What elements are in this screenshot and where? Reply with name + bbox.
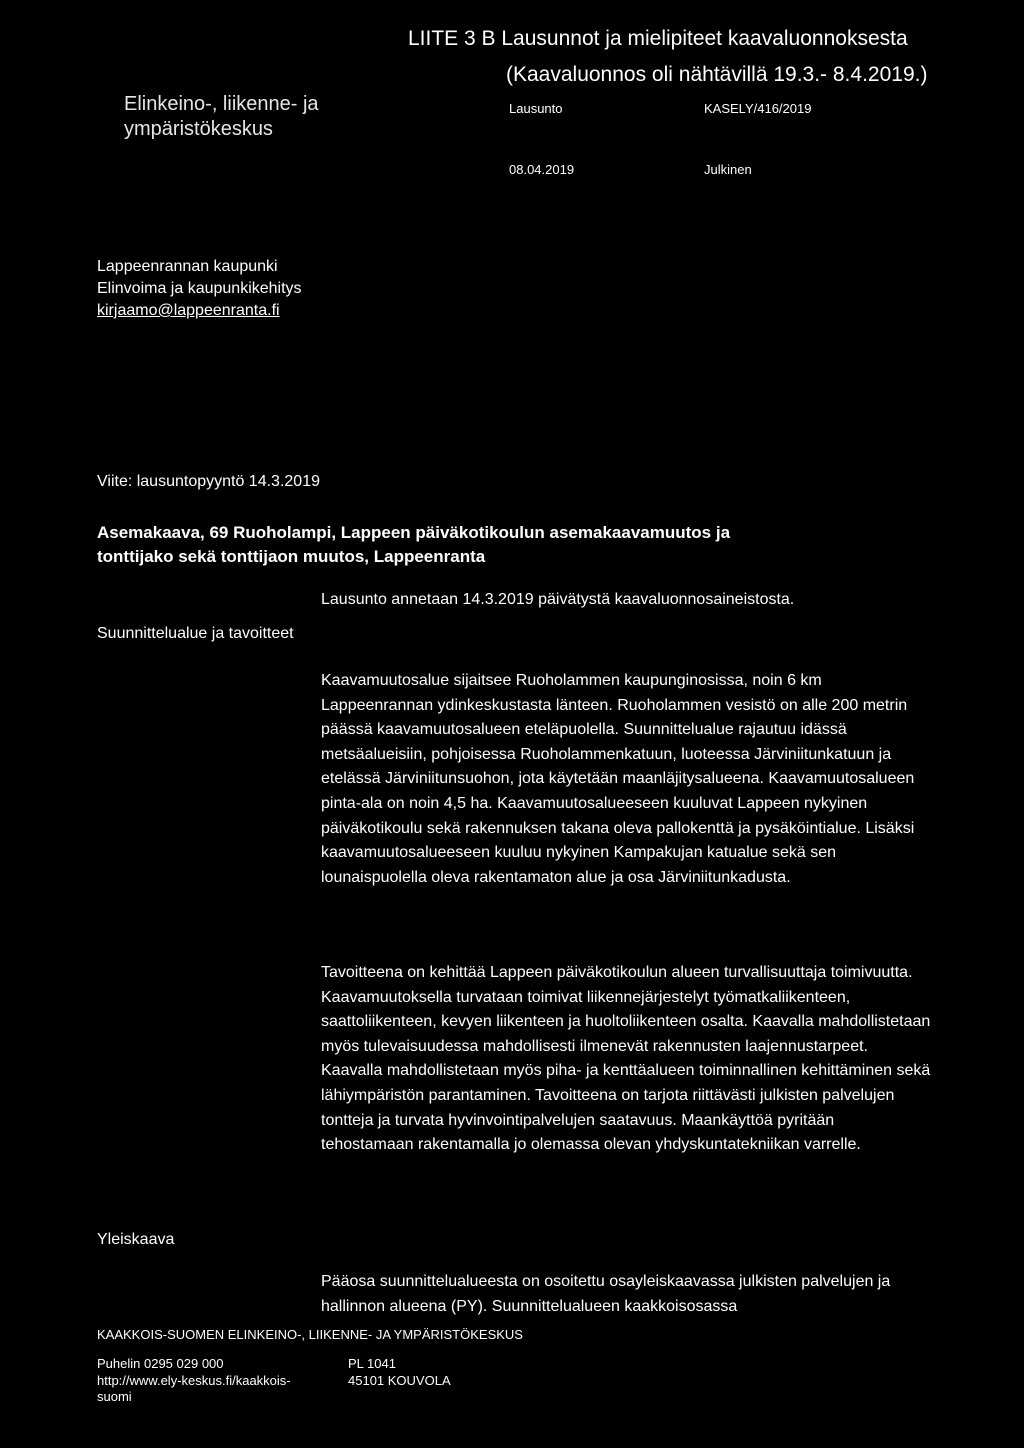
organization-name xyxy=(124,92,319,142)
general-plan-label: Yleiskaava xyxy=(97,1231,175,1248)
footer-web-line2[interactable]: suomi xyxy=(97,1389,132,1404)
annex-title: LIITE 3 B Lausunnot ja mielipiteet kaavaluonnoksesta xyxy=(408,27,908,50)
recipient-line2: Elinvoima ja kaupunkikehitys xyxy=(97,280,302,297)
heading-line1: Asemakaava, 69 Ruoholampi, Lappeen päiväkotikoulun asemakaavamuutos ja xyxy=(97,523,731,542)
footer-postal-address xyxy=(348,1356,451,1389)
footer-postal-code: 45101 KOUVOLA xyxy=(348,1372,451,1388)
document-heading xyxy=(97,521,730,569)
footer-contact xyxy=(97,1356,291,1406)
document-number: KASELY/416/2019 xyxy=(704,101,812,116)
footer-phone: Puhelin 0295 029 000 xyxy=(97,1356,224,1371)
annex-subtitle: (Kaavaluonnos oli nähtävillä 19.3.- 8.4.2019.) xyxy=(506,63,928,86)
footer-po-box: PL 1041 xyxy=(348,1356,396,1371)
goals-paragraph: Tavoitteena on kehittää Lappeen päiväkotikoulun alueen turvallisuuttaja toimivuutta. Kaavamuutoksella turvataan toimivat liikennejärjestelyt työmatkaliikenteen, saattoliikenteen, kevyen liikenteen ja huoltoliikenteen osalta. Kaavalla mahdollistetaan myös tulevaisuudessa mahdollisesti ilmenevät rakennusten laajennustarpeet. Kaavalla mahdollistetaan myös piha- ja kenttäalueen toiminnallinen kehittäminen sekä lähiympäristön parantaminen. Tavoitteena on tarjota riittävästi julkisten palvelujen tontteja ja turvata hyvinvointipalvelujen saatavuus. Maankäyttöä pyritään tehostamaan rakentamalla jo olemassa olevan yhdyskuntatekniikan varrelle. xyxy=(321,964,931,1154)
recipient-address xyxy=(97,256,302,322)
document-type: Lausunto xyxy=(509,101,563,116)
org-name-line2: ympäristökeskus xyxy=(124,118,273,140)
publicity-status: Julkinen xyxy=(704,162,752,177)
general-plan-paragraph: Pääosa suunnittelualueesta on osoitettu osayleiskaavassa julkisten palvelujen ja hallinnon alueena (PY). Suunnittelualueen kaakkoisosassa xyxy=(321,1273,891,1315)
intro-paragraph: Lausunto annetaan 14.3.2019 päivätystä kaavaluonnosaineistosta. xyxy=(321,591,795,608)
planning-area-paragraph: Kaavamuutosalue sijaitsee Ruoholammen kaupunginosissa, noin 6 km Lappeenrannan ydinkeskustasta länteen. Ruoholammen vesistö on alle 200 metrin päässä kaavamuutosalueen eteläpuolella. Suunnittelualue rajautuu idässä metsäalueisiin, pohjoisessa Ruoholammenkatuun, luoteessa Järviniitunkatuun ja etelässä Järviniitunsuohon, jota käytetään maanläjitysalueena. Kaavamuutosalueen pinta-ala on noin 4,5 ha. Kaavamuutosalueeseen kuuluvat Lappeen nykyinen päiväkotikoulu sekä rakennuksen takana oleva pallokenttä ja pysäköintialue. Lisäksi kaavamuutosalueeseen kuuluu nykyinen Kampakujan katualue sekä sen lounaispuolella oleva rakentamaton alue ja osa Järviniitunkadusta. xyxy=(321,672,915,886)
footer-web-line1[interactable]: http://www.ely-keskus.fi/kaakkois- xyxy=(97,1372,291,1388)
reference-line: Viite: lausuntopyyntö 14.3.2019 xyxy=(97,473,320,490)
recipient-email-link[interactable]: kirjaamo@lappeenranta.fi xyxy=(97,302,280,319)
org-name-line1: Elinkeino-, liikenne- ja xyxy=(124,93,319,115)
heading-line2: tonttijako sekä tonttijaon muutos, Lappeenranta xyxy=(97,547,486,566)
recipient-line1: Lappeenrannan kaupunki xyxy=(97,258,278,275)
document-date: 08.04.2019 xyxy=(509,162,575,177)
planning-area-label: Suunnittelualue ja tavoitteet xyxy=(97,625,294,642)
footer-organization: KAAKKOIS-SUOMEN ELINKEINO-, LIIKENNE- JA YMPÄRISTÖKESKUS xyxy=(97,1327,523,1342)
